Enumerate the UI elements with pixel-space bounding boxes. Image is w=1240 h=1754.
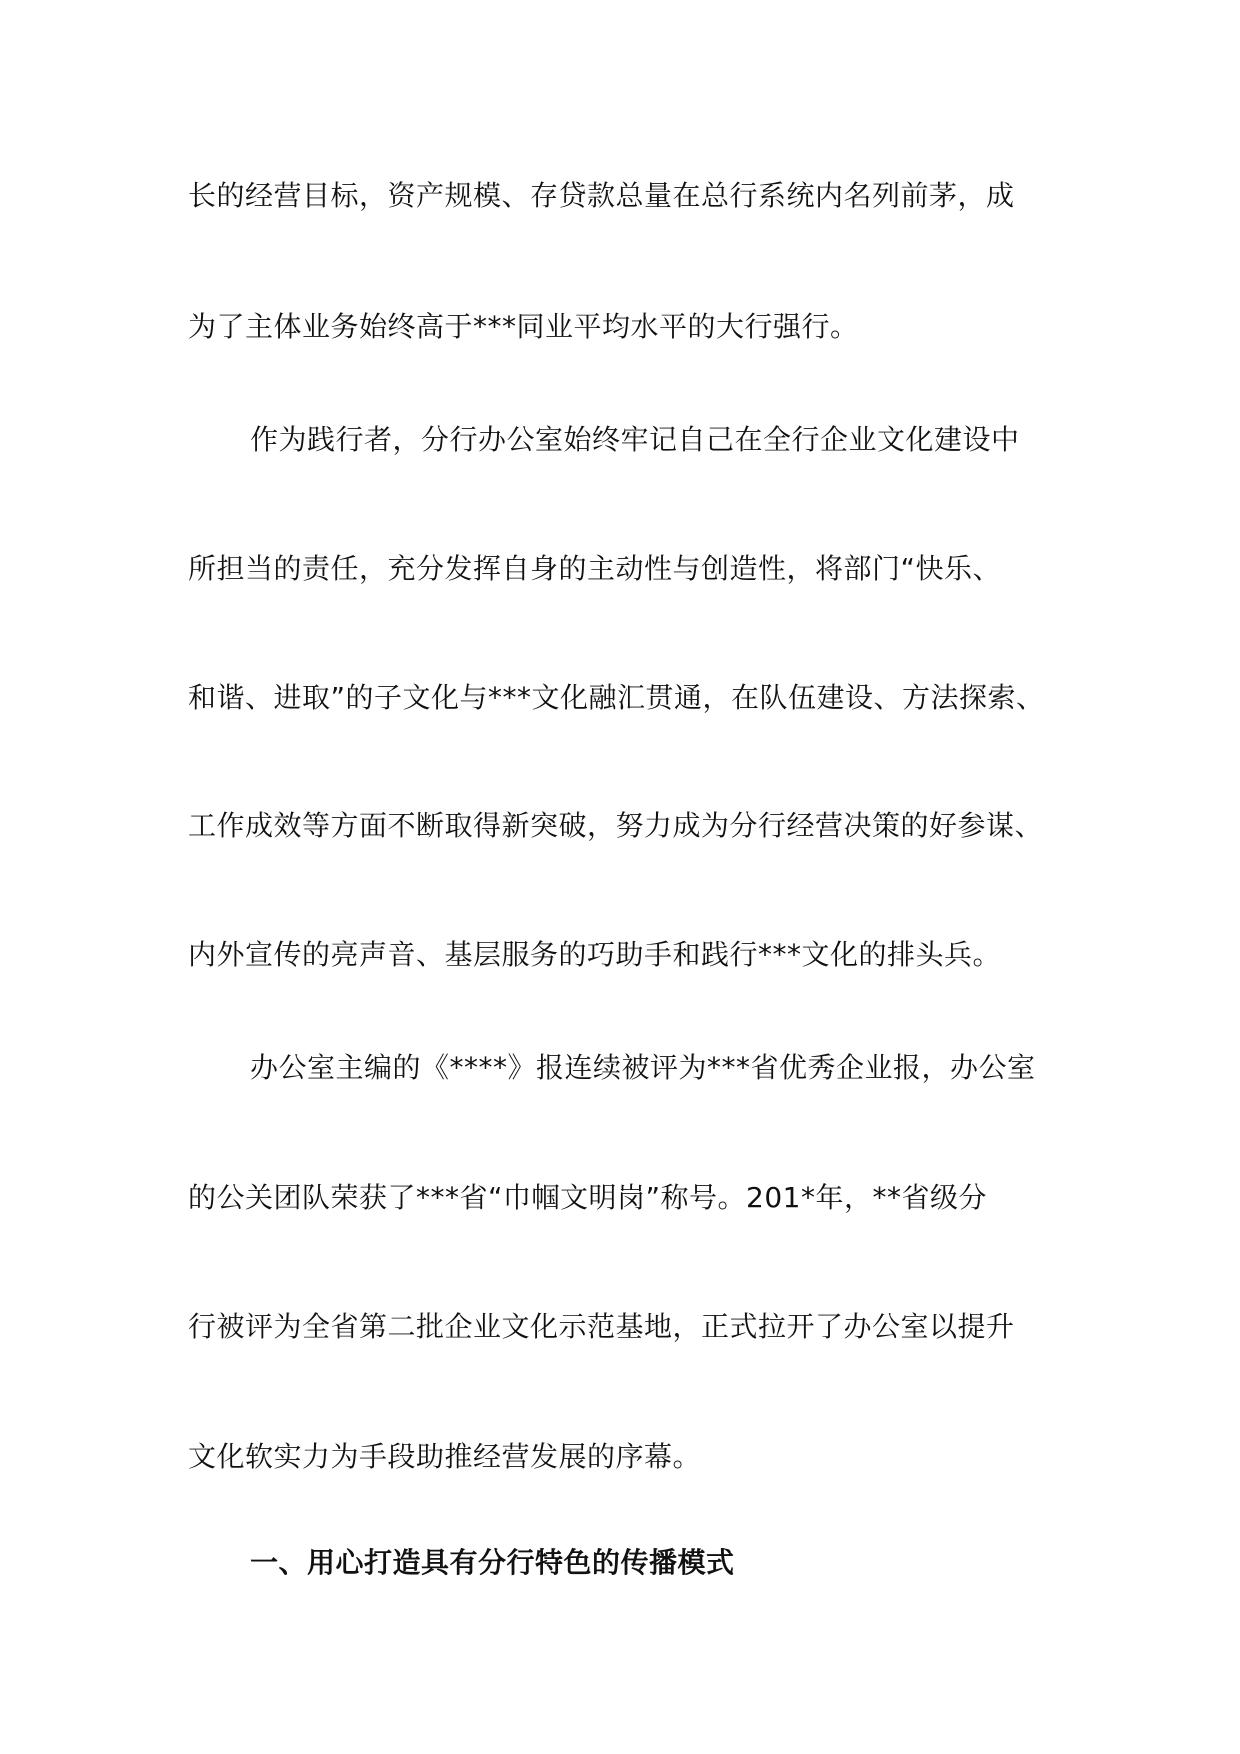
paragraph-line: 长的经营目标，资产规模、存贷款总量在总行系统内名列前茅，成 <box>188 179 1015 212</box>
paragraph-line: 办公室主编的《****》报连续被评为***省优秀企业报，办公室 <box>250 1051 1036 1084</box>
paragraph-line: 的公关团队荣获了***省“巾帼文明岗”称号。201*年，**省级分 <box>188 1181 987 1214</box>
section-heading: 一、用心打造具有分行特色的传播模式 <box>250 1546 735 1579</box>
paragraph-line: 行被评为全省第二批企业文化示范基地，正式拉开了办公室以提升 <box>188 1310 1015 1343</box>
paragraph-line: 工作成效等方面不断取得新突破，努力成为分行经营决策的好参谋、 <box>188 809 1044 842</box>
paragraph-line: 为了主体业务始终高于***同业平均水平的大行强行。 <box>188 310 859 343</box>
paragraph-line: 作为践行者，分行办公室始终牢记自己在全行企业文化建设中 <box>250 423 1020 456</box>
paragraph-line: 和谐、进取”的子文化与***文化融汇贯通，在队伍建设、方法探索、 <box>188 681 1045 714</box>
paragraph-line: 所担当的责任，充分发挥自身的主动性与创造性，将部门“快乐、 <box>188 552 1002 585</box>
paragraph-line: 内外宣传的亮声音、基层服务的巧助手和践行***文化的排头兵。 <box>188 938 1002 971</box>
paragraph-line: 文化软实力为手段助推经营发展的序幕。 <box>188 1440 702 1473</box>
